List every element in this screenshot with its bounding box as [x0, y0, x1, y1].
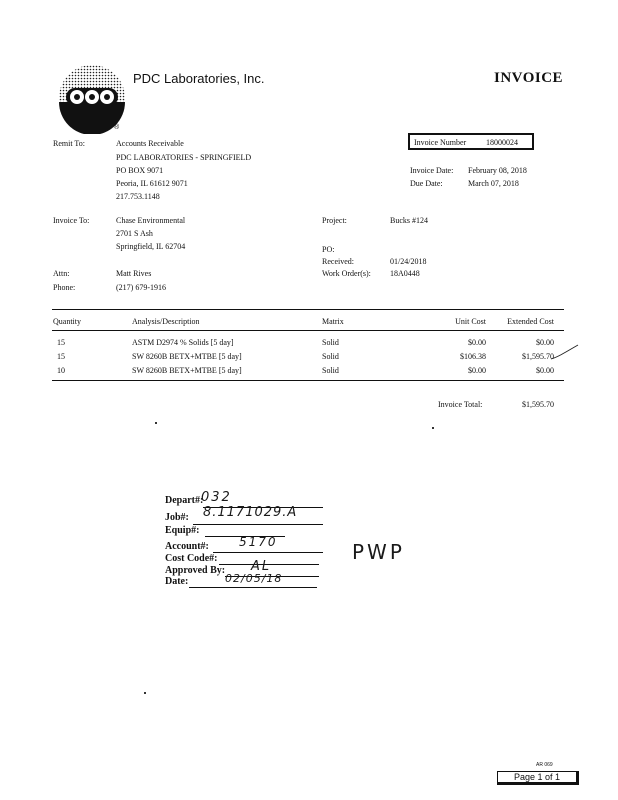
stamp-line: [193, 524, 323, 525]
row-qty: 10: [57, 366, 65, 375]
page-number: Page 1 of 1: [513, 772, 561, 782]
attn-label: Attn:: [53, 269, 70, 278]
project-label: Project:: [322, 216, 347, 225]
stamp-date-value: 02/05/18: [225, 572, 283, 585]
row-matrix: Solid: [322, 352, 339, 361]
stamp-equip-label: Equip#:: [165, 525, 200, 536]
registered-mark: ®: [114, 124, 120, 131]
row-desc: ASTM D2974 % Solids [5 day]: [132, 338, 234, 347]
po-label: PO:: [322, 245, 335, 254]
doc-type-title: INVOICE: [494, 70, 564, 86]
table-header-rule: [52, 330, 564, 331]
checkmark-scribble-icon: [550, 343, 580, 363]
table-bottom-rule: [52, 380, 564, 381]
invoice-number-label: Invoice Number: [414, 138, 467, 147]
phone-label: Phone:: [53, 283, 76, 292]
invoice-to-line: Springfield, IL 62704: [116, 242, 186, 251]
stamp-account-value: 5170: [239, 535, 278, 549]
stamp-approved-label: Approved By:: [165, 565, 226, 576]
row-qty: 15: [57, 352, 65, 361]
invoice-to-line: 2701 S Ash: [116, 229, 153, 238]
invoice-to-label: Invoice To:: [53, 216, 90, 225]
due-date: March 07, 2018: [468, 179, 519, 188]
row-extended-cost: $1,595.70: [522, 352, 554, 361]
stamp-date-label: Date:: [165, 576, 189, 587]
invoice-to-line: Chase Environmental: [116, 216, 186, 225]
stamp-approved-value: AL: [251, 559, 272, 574]
stamp-job-value: 8.1171029.A: [203, 505, 298, 520]
invoice-date: February 08, 2018: [468, 166, 527, 175]
speck: [144, 692, 146, 694]
remit-label: Remit To:: [53, 139, 85, 148]
stamp-depart-value: 032: [201, 490, 232, 505]
invoice-date-label: Invoice Date:: [410, 166, 454, 175]
row-unit-cost: $0.00: [468, 338, 486, 347]
stamp-depart-label: Depart#:: [165, 495, 204, 506]
invoice-total-label: Invoice Total:: [438, 400, 483, 409]
row-unit-cost: $0.00: [468, 366, 486, 375]
stamp-account-label: Account#:: [165, 541, 209, 552]
footer-ref: AR 069: [536, 762, 553, 768]
received-label: Received:: [322, 257, 354, 266]
row-extended-cost: $0.00: [536, 338, 554, 347]
row-matrix: Solid: [322, 338, 339, 347]
stamp-line: [189, 587, 317, 588]
remit-line: Peoria, IL 61612 9071: [116, 179, 188, 188]
remit-line: PDC LABORATORIES - SPRINGFIELD: [116, 153, 252, 162]
row-extended-cost: $0.00: [536, 366, 554, 375]
col-header-matrix: Matrix: [322, 317, 344, 326]
speck: [155, 422, 157, 424]
stamp-cost-code-label: Cost Code#:: [165, 553, 218, 564]
col-header-description: Analysis/Description: [132, 317, 200, 326]
phone-value: (217) 679-1916: [116, 283, 166, 292]
company-name: PDC Laboratories, Inc.: [133, 71, 265, 86]
approval-stamp: [165, 490, 365, 590]
table-top-rule: [52, 309, 564, 310]
stamp-job-label: Job#:: [165, 512, 189, 523]
row-qty: 15: [57, 338, 65, 347]
row-desc: SW 8260B BETX+MTBE [5 day]: [132, 366, 242, 375]
col-header-unit-cost: Unit Cost: [455, 317, 486, 326]
row-matrix: Solid: [322, 366, 339, 375]
work-order-label: Work Order(s):: [322, 269, 371, 278]
row-unit-cost: $106.38: [460, 352, 486, 361]
handwritten-initials: PWP: [352, 540, 405, 564]
remit-line: PO BOX 9071: [116, 166, 164, 175]
project-value: Bucks #124: [390, 216, 428, 225]
work-order-value: 18A0448: [390, 269, 420, 278]
received-value: 01/24/2018: [390, 257, 427, 266]
stamp-line: [213, 552, 323, 553]
col-header-quantity: Quantity: [53, 317, 81, 326]
row-desc: SW 8260B BETX+MTBE [5 day]: [132, 352, 242, 361]
remit-line: 217.753.1148: [116, 192, 160, 201]
remit-line: Accounts Receivable: [116, 139, 184, 148]
attn-value: Matt Rives: [116, 269, 152, 278]
col-header-extended-cost: Extended Cost: [507, 317, 554, 326]
due-date-label: Due Date:: [410, 179, 443, 188]
speck: [432, 427, 434, 429]
invoice-number: 18000024: [486, 138, 518, 147]
page-number-box: [497, 771, 579, 785]
invoice-total: $1,595.70: [522, 400, 554, 409]
